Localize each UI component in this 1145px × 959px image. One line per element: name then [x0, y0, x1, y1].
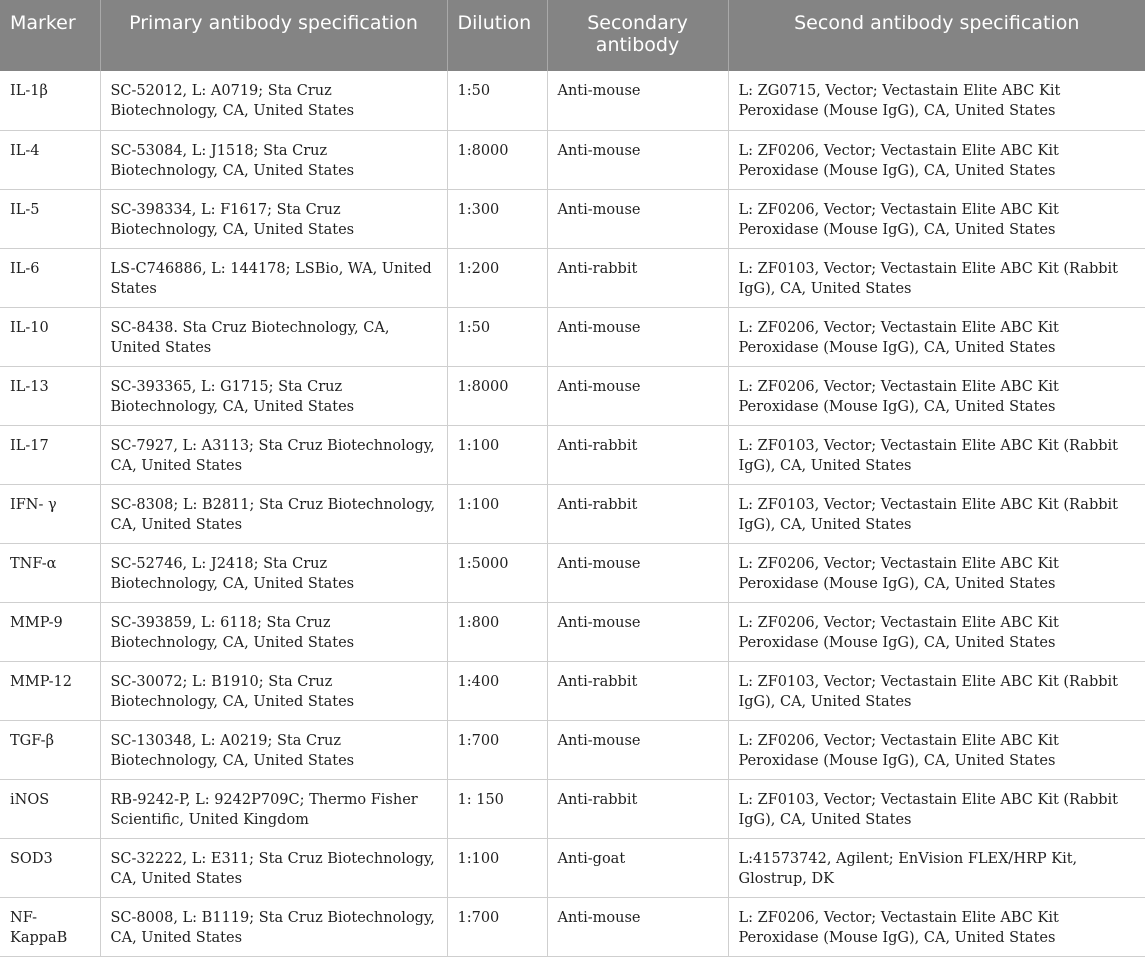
- cell-second-antibody-spec: L: ZF0206, Vector; Vectastain Elite ABC Kit Peroxidase (Mouse IgG), CA, United States: [728, 543, 1145, 602]
- cell-secondary-antibody: Anti-mouse: [547, 543, 728, 602]
- cell-dilution: 1:400: [447, 661, 547, 720]
- cell-secondary-antibody: Anti-rabbit: [547, 661, 728, 720]
- cell-primary-antibody: LS-C746886, L: 144178; LSBio, WA, United States: [100, 248, 447, 307]
- table-row: [0, 248, 1145, 307]
- cell-secondary-antibody: Anti-mouse: [547, 71, 728, 130]
- table-row: [0, 602, 1145, 661]
- header-marker: Marker: [0, 0, 100, 71]
- cell-dilution: 1: 150: [447, 779, 547, 838]
- cell-secondary-antibody: Anti-rabbit: [547, 484, 728, 543]
- cell-second-antibody-spec: L: ZF0206, Vector; Vectastain Elite ABC Kit Peroxidase (Mouse IgG), CA, United States: [728, 189, 1145, 248]
- cell-marker: IL-4: [0, 130, 100, 189]
- cell-primary-antibody: SC-53084, L: J1518; Sta Cruz Biotechnology, CA, United States: [100, 130, 447, 189]
- cell-marker: IL-10: [0, 307, 100, 366]
- cell-marker: IL-6: [0, 248, 100, 307]
- header-row: [0, 0, 1145, 71]
- cell-dilution: 1:50: [447, 71, 547, 130]
- cell-primary-antibody: SC-130348, L: A0219; Sta Cruz Biotechnology, CA, United States: [100, 720, 447, 779]
- table-body: [0, 71, 1145, 956]
- cell-primary-antibody: RB-9242-P, L: 9242P709C; Thermo Fisher Scientific, United Kingdom: [100, 779, 447, 838]
- cell-primary-antibody: SC-398334, L: F1617; Sta Cruz Biotechnology, CA, United States: [100, 189, 447, 248]
- cell-secondary-antibody: Anti-mouse: [547, 189, 728, 248]
- cell-dilution: 1:700: [447, 897, 547, 956]
- cell-dilution: 1:300: [447, 189, 547, 248]
- table-row: [0, 366, 1145, 425]
- cell-marker: IL-1β: [0, 71, 100, 130]
- cell-secondary-antibody: Anti-mouse: [547, 366, 728, 425]
- cell-primary-antibody: SC-7927, L: A3113; Sta Cruz Biotechnology, CA, United States: [100, 425, 447, 484]
- cell-second-antibody-spec: L: ZF0206, Vector; Vectastain Elite ABC Kit Peroxidase (Mouse IgG), CA, United States: [728, 720, 1145, 779]
- cell-marker: TNF-α: [0, 543, 100, 602]
- cell-primary-antibody: SC-52012, L: A0719; Sta Cruz Biotechnology, CA, United States: [100, 71, 447, 130]
- cell-primary-antibody: SC-393365, L: G1715; Sta Cruz Biotechnology, CA, United States: [100, 366, 447, 425]
- cell-second-antibody-spec: L: ZF0103, Vector; Vectastain Elite ABC Kit (Rabbit IgG), CA, United States: [728, 779, 1145, 838]
- cell-dilution: 1:50: [447, 307, 547, 366]
- table-header: [0, 0, 1145, 71]
- cell-dilution: 1:100: [447, 425, 547, 484]
- table-row: [0, 484, 1145, 543]
- cell-dilution: 1:8000: [447, 366, 547, 425]
- cell-marker: iNOS: [0, 779, 100, 838]
- table-row: [0, 720, 1145, 779]
- cell-second-antibody-spec: L: ZF0206, Vector; Vectastain Elite ABC Kit Peroxidase (Mouse IgG), CA, United States: [728, 307, 1145, 366]
- header-second-antibody-spec: Second antibody specification: [728, 0, 1145, 71]
- cell-second-antibody-spec: L: ZF0206, Vector; Vectastain Elite ABC Kit Peroxidase (Mouse IgG), CA, United States: [728, 602, 1145, 661]
- table-row: [0, 425, 1145, 484]
- cell-marker: SOD3: [0, 838, 100, 897]
- table-row: [0, 189, 1145, 248]
- cell-secondary-antibody: Anti-mouse: [547, 307, 728, 366]
- cell-primary-antibody: SC-8438. Sta Cruz Biotechnology, CA, United States: [100, 307, 447, 366]
- cell-dilution: 1:800: [447, 602, 547, 661]
- cell-marker: NF-KappaB: [0, 897, 100, 956]
- cell-second-antibody-spec: L: ZF0103, Vector; Vectastain Elite ABC Kit (Rabbit IgG), CA, United States: [728, 661, 1145, 720]
- cell-dilution: 1:8000: [447, 130, 547, 189]
- cell-primary-antibody: SC-8008, L: B1119; Sta Cruz Biotechnology, CA, United States: [100, 897, 447, 956]
- cell-dilution: 1:100: [447, 838, 547, 897]
- table-row: [0, 838, 1145, 897]
- cell-dilution: 1:700: [447, 720, 547, 779]
- table-row: [0, 897, 1145, 956]
- cell-secondary-antibody: Anti-goat: [547, 838, 728, 897]
- cell-primary-antibody: SC-393859, L: 6118; Sta Cruz Biotechnology, CA, United States: [100, 602, 447, 661]
- table-row: [0, 307, 1145, 366]
- header-primary-antibody: Primary antibody specification: [100, 0, 447, 71]
- cell-marker: IL-5: [0, 189, 100, 248]
- table-row: [0, 71, 1145, 130]
- cell-second-antibody-spec: L: ZF0206, Vector; Vectastain Elite ABC Kit Peroxidase (Mouse IgG), CA, United States: [728, 366, 1145, 425]
- table-row: [0, 779, 1145, 838]
- cell-marker: TGF-β: [0, 720, 100, 779]
- cell-dilution: 1:200: [447, 248, 547, 307]
- cell-secondary-antibody: Anti-mouse: [547, 130, 728, 189]
- cell-secondary-antibody: Anti-mouse: [547, 720, 728, 779]
- cell-marker: IL-13: [0, 366, 100, 425]
- cell-second-antibody-spec: L:41573742, Agilent; EnVision FLEX/HRP Kit, Glostrup, DK: [728, 838, 1145, 897]
- cell-marker: MMP-12: [0, 661, 100, 720]
- cell-marker: MMP-9: [0, 602, 100, 661]
- header-secondary-antibody: Secondary antibody: [547, 0, 728, 71]
- cell-primary-antibody: SC-30072; L: B1910; Sta Cruz Biotechnology, CA, United States: [100, 661, 447, 720]
- cell-primary-antibody: SC-8308; L: B2811; Sta Cruz Biotechnology, CA, United States: [100, 484, 447, 543]
- cell-secondary-antibody: Anti-rabbit: [547, 779, 728, 838]
- cell-secondary-antibody: Anti-rabbit: [547, 425, 728, 484]
- cell-second-antibody-spec: L: ZG0715, Vector; Vectastain Elite ABC Kit Peroxidase (Mouse IgG), CA, United States: [728, 71, 1145, 130]
- cell-dilution: 1:100: [447, 484, 547, 543]
- cell-second-antibody-spec: L: ZF0206, Vector; Vectastain Elite ABC Kit Peroxidase (Mouse IgG), CA, United States: [728, 897, 1145, 956]
- cell-secondary-antibody: Anti-mouse: [547, 602, 728, 661]
- cell-secondary-antibody: Anti-rabbit: [547, 248, 728, 307]
- cell-second-antibody-spec: L: ZF0103, Vector; Vectastain Elite ABC Kit (Rabbit IgG), CA, United States: [728, 248, 1145, 307]
- cell-primary-antibody: SC-32222, L: E311; Sta Cruz Biotechnology, CA, United States: [100, 838, 447, 897]
- cell-marker: IL-17: [0, 425, 100, 484]
- cell-second-antibody-spec: L: ZF0206, Vector; Vectastain Elite ABC Kit Peroxidase (Mouse IgG), CA, United States: [728, 130, 1145, 189]
- table-row: [0, 661, 1145, 720]
- header-dilution: Dilution: [447, 0, 547, 71]
- cell-secondary-antibody: Anti-mouse: [547, 897, 728, 956]
- cell-second-antibody-spec: L: ZF0103, Vector; Vectastain Elite ABC Kit (Rabbit IgG), CA, United States: [728, 484, 1145, 543]
- cell-primary-antibody: SC-52746, L: J2418; Sta Cruz Biotechnology, CA, United States: [100, 543, 447, 602]
- cell-second-antibody-spec: L: ZF0103, Vector; Vectastain Elite ABC Kit (Rabbit IgG), CA, United States: [728, 425, 1145, 484]
- cell-marker: IFN- γ: [0, 484, 100, 543]
- table-row: [0, 543, 1145, 602]
- table-row: [0, 130, 1145, 189]
- cell-dilution: 1:5000: [447, 543, 547, 602]
